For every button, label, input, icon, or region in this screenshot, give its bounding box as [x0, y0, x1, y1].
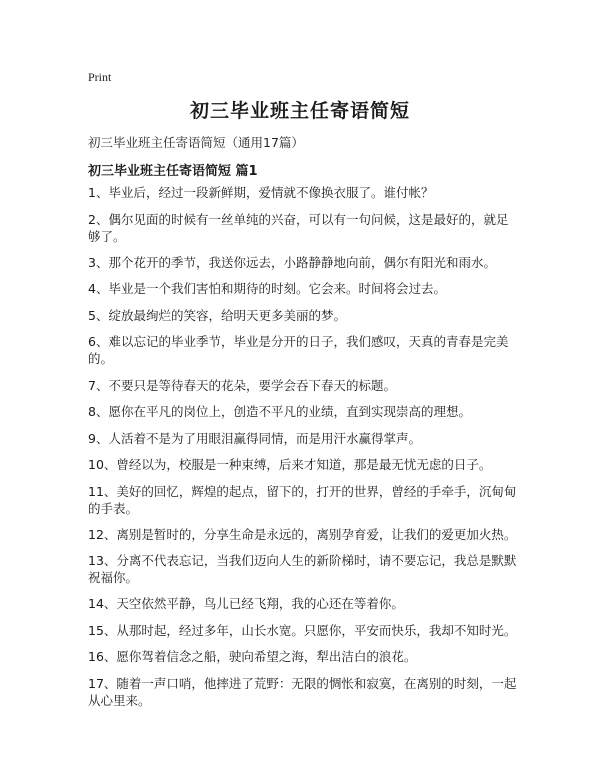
list-item: 6、难以忘记的毕业季节，毕业是分开的日子，我们感叹，天真的青春是完美的。	[88, 334, 509, 366]
page-title: 初三毕业班主任寄语简短	[189, 100, 410, 122]
list-item: 14、天空依然平静，鸟儿已经飞翔，我的心还在等着你。	[88, 596, 404, 611]
list-item: 12、离别是暂时的，分享生命是永远的，离别孕育爱，让我们的爱更加火热。	[88, 526, 517, 542]
list-item: 11、美好的回忆，辉煌的起点，留下的，打开的世界，曾经的手牵手，沉甸甸的手表。	[88, 483, 517, 516]
print-label: Print	[88, 70, 112, 84]
section-heading: 初三毕业班主任寄语简短 篇1	[88, 164, 258, 179]
list-item: 1、毕业后，经过一段新鲜期，爱情就不像换衣服了。谁付帐？	[88, 185, 434, 200]
list-item: 2、偶尔见面的时候有一丝单纯的兴奋，可以有一句问候，这是最好的，就足够了。	[88, 211, 509, 244]
list-item: 3、那个花开的季节，我送你远去，小路静静地向前，偶尔有阳光和雨水。	[88, 254, 496, 270]
list-item: 5、绽放最绚烂的笑容，给明天更多美丽的梦。	[88, 307, 346, 323]
list-item: 8、愿你在平凡的岗位上，创造不平凡的业绩，直到实现崇高的理想。	[88, 404, 471, 419]
list-item: 17、随着一声口哨，他摔进了荒野：无限的惆怅和寂寞，在离别的时刻，一起从心里来。	[88, 675, 517, 708]
list-item: 16、愿你驾着信念之船，驶向希望之海，犁出洁白的浪花。	[88, 649, 417, 664]
list-item: 15、从那时起，经过多年，山长水宽。只愿你，平安而快乐，我却不知时光。	[88, 622, 517, 638]
list-item: 4、毕业是一个我们害怕和期待的时刻。它会来。时间将会过去。	[88, 281, 446, 296]
list-item: 9、人活着不是为了用眼泪赢得同情，而是用汗水赢得掌声。	[88, 430, 421, 446]
document-subtitle: 初三毕业班主任寄语简短（通用17篇）	[88, 135, 304, 150]
list-item: 7、不要只是等待春天的花朵，要学会吞下春天的标题。	[88, 377, 396, 393]
list-item: 10、曾经以为，校服是一种束缚，后来才知道，那是最无忧无虑的日子。	[88, 457, 492, 472]
message-list	[88, 184, 520, 718]
list-item: 13、分离不代表忘记，当我们迈向人生的新阶梯时，请不要忘记，我总是默默祝福你。	[88, 553, 517, 585]
